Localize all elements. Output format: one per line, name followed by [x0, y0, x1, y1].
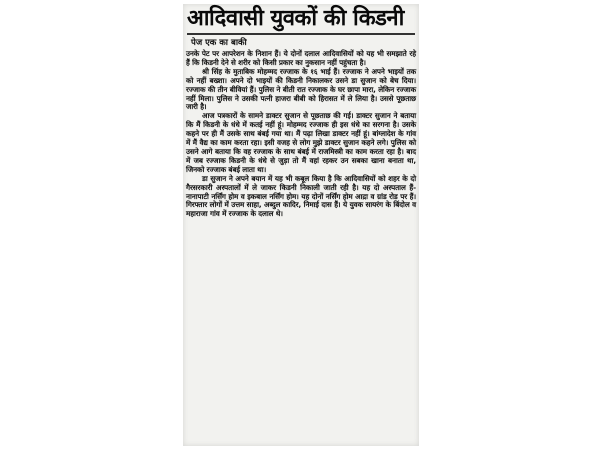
- paragraph-3: आज पत्रकारों के सामने डाक्टर सुजान से पूछताछ की गई। डाक्टर सुजान ने बताया कि मैं किडनी के धंधे में कतई नहीं हूं। मोहम्मद रज्जाक ही इस धंधे का सरगना है। उसके कहने पर ही मैं उसके साथ बंबई गया था। मैं पढ़ा लिखा डाक्टर नहीं हूं। बांग्लादेश के गांव में मैं वैद्य का काम करता रहा। इसी वजह से लोग मुझे डाक्टर सुजान कहने लगे। पुलिस को उसने आगे बताया कि वह रज्जाक के साथ बंबई में राजमिस्त्री का काम करता रहा है। बाद में जब रज्जाक किडनी के धंधे से जुड़ा तो मैं वहां रहकर उन सबका खाना बनाता था, जिनको रज्जाक बंबई लाता था।: [186, 111, 416, 174]
- paragraph-4: डा सुजान ने अपने बयान में यह भी कबूल किया है कि आदिवासियों को शहर के दो गैरसरकारी अस्पतालों में ले जाकर किडनी निकाली जाती रही है। यह दो अस्पताल हैं- नानापाटी नर्सिंग होम व इकबाल नर्सिंग होम। यह दोनों नर्सिंग होम आद्रा व ग्रांड रोड पर हैं। गिरफ्तार लोगों में उत्तम साहा, अब्दुल कादिर, निमाई दास हैं। ये युवक सायरंग के बिंदोल व महाराजा गांव में रज्जाक के दलाल थे।: [186, 173, 416, 219]
- article-body: [186, 50, 416, 219]
- headline-rule: [187, 33, 415, 35]
- continued-from-label: पेज एक का बाकी: [191, 38, 247, 48]
- newspaper-clipping: [183, 4, 419, 446]
- headline: आदिवासी युवकों की किडनी: [187, 6, 404, 31]
- paragraph-1: उनके पेट पर आपरेशन के निशान हैं। ये दोनों दलाल आदिवासियों को यह भी समझाते रहे हैं कि किडनी देने से शरीर को किसी प्रकार का नुकसान नहीं पहुंचता है।: [186, 49, 416, 67]
- paragraph-2: श्री सिंह के मुताबिक मोहम्मद रज्जाक के १६ भाई हैं। रज्जाक ने अपने भाइयों तक को नहीं बख्शा। अपने दो भाइयों की किडनी निकालकर उसने डा सुजान को बेच दिया। रज्जाक की तीन बीवियां हैं। पुलिस ने बीती रात रज्जाक के घर छापा मारा, लेकिन रज्जाक नहीं मिला। पुलिस ने उसकी पत्नी हाजरा बीबी को हिरासत में ले लिया है। उससे पूछताछ जारी है।: [186, 66, 416, 112]
